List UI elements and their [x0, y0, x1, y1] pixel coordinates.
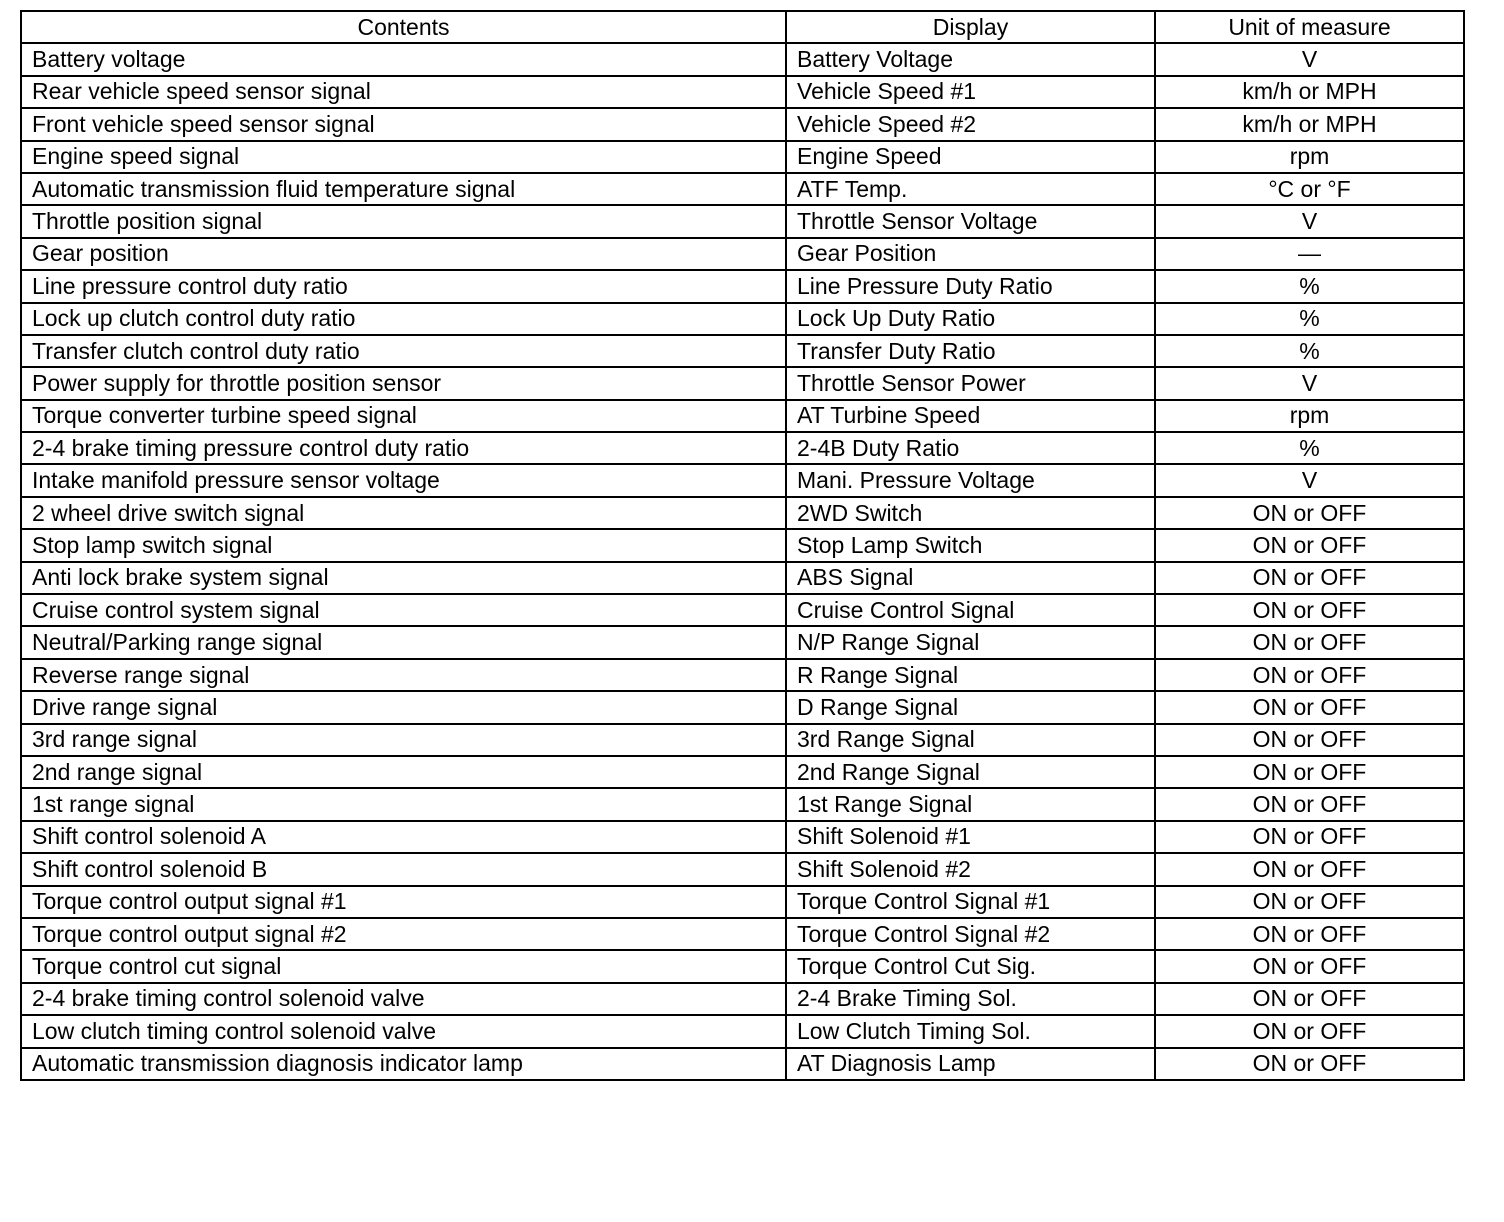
cell-display: Vehicle Speed #1: [786, 76, 1155, 108]
cell-unit: ON or OFF: [1155, 497, 1464, 529]
cell-unit: —: [1155, 238, 1464, 270]
cell-contents: Anti lock brake system signal: [21, 562, 786, 594]
cell-display: Gear Position: [786, 238, 1155, 270]
cell-contents: Transfer clutch control duty ratio: [21, 335, 786, 367]
cell-display: 2WD Switch: [786, 497, 1155, 529]
cell-display: D Range Signal: [786, 691, 1155, 723]
cell-unit: rpm: [1155, 400, 1464, 432]
cell-display: Transfer Duty Ratio: [786, 335, 1155, 367]
table-row: [21, 303, 1464, 335]
table-row: [21, 270, 1464, 302]
cell-display: Engine Speed: [786, 141, 1155, 173]
table-header: [21, 11, 1464, 43]
table-row: [21, 1015, 1464, 1047]
cell-contents: Neutral/Parking range signal: [21, 626, 786, 658]
cell-contents: Battery voltage: [21, 43, 786, 75]
cell-unit: ON or OFF: [1155, 562, 1464, 594]
cell-display: N/P Range Signal: [786, 626, 1155, 658]
table-row: [21, 821, 1464, 853]
cell-unit: V: [1155, 205, 1464, 237]
cell-display: Torque Control Signal #2: [786, 918, 1155, 950]
table-row: [21, 400, 1464, 432]
cell-display: Low Clutch Timing Sol.: [786, 1015, 1155, 1047]
cell-contents: Torque control cut signal: [21, 950, 786, 982]
header-contents: Contents: [21, 11, 786, 43]
cell-unit: km/h or MPH: [1155, 108, 1464, 140]
cell-contents: Intake manifold pressure sensor voltage: [21, 464, 786, 496]
cell-contents: Torque converter turbine speed signal: [21, 400, 786, 432]
monitor-items-table: [20, 10, 1465, 1081]
table-row: [21, 464, 1464, 496]
table-row: [21, 853, 1464, 885]
table-row: [21, 205, 1464, 237]
cell-unit: ON or OFF: [1155, 1048, 1464, 1080]
cell-unit: ON or OFF: [1155, 724, 1464, 756]
cell-display: R Range Signal: [786, 659, 1155, 691]
cell-display: 2-4 Brake Timing Sol.: [786, 983, 1155, 1015]
cell-unit: %: [1155, 270, 1464, 302]
table-row: [21, 950, 1464, 982]
cell-display: 2nd Range Signal: [786, 756, 1155, 788]
cell-display: ABS Signal: [786, 562, 1155, 594]
table-row: [21, 43, 1464, 75]
cell-contents: Lock up clutch control duty ratio: [21, 303, 786, 335]
cell-unit: %: [1155, 432, 1464, 464]
cell-display: Shift Solenoid #1: [786, 821, 1155, 853]
cell-unit: ON or OFF: [1155, 1015, 1464, 1047]
cell-display: 1st Range Signal: [786, 788, 1155, 820]
cell-unit: V: [1155, 43, 1464, 75]
table-row: [21, 108, 1464, 140]
cell-display: 2-4B Duty Ratio: [786, 432, 1155, 464]
cell-display: ATF Temp.: [786, 173, 1155, 205]
table-row: [21, 626, 1464, 658]
table-row: [21, 238, 1464, 270]
cell-unit: ON or OFF: [1155, 853, 1464, 885]
cell-unit: %: [1155, 335, 1464, 367]
cell-contents: 2-4 brake timing control solenoid valve: [21, 983, 786, 1015]
table-row: [21, 659, 1464, 691]
cell-contents: Engine speed signal: [21, 141, 786, 173]
cell-contents: Rear vehicle speed sensor signal: [21, 76, 786, 108]
table-row: [21, 432, 1464, 464]
cell-display: Torque Control Cut Sig.: [786, 950, 1155, 982]
table-row: [21, 497, 1464, 529]
cell-display: Shift Solenoid #2: [786, 853, 1155, 885]
cell-contents: 1st range signal: [21, 788, 786, 820]
cell-display: Battery Voltage: [786, 43, 1155, 75]
cell-contents: Drive range signal: [21, 691, 786, 723]
cell-unit: ON or OFF: [1155, 886, 1464, 918]
cell-unit: ON or OFF: [1155, 950, 1464, 982]
cell-contents: Torque control output signal #2: [21, 918, 786, 950]
cell-unit: ON or OFF: [1155, 821, 1464, 853]
cell-contents: Reverse range signal: [21, 659, 786, 691]
header-row: [21, 11, 1464, 43]
cell-unit: ON or OFF: [1155, 756, 1464, 788]
table-row: [21, 141, 1464, 173]
cell-contents: Throttle position signal: [21, 205, 786, 237]
cell-display: Throttle Sensor Voltage: [786, 205, 1155, 237]
cell-contents: Stop lamp switch signal: [21, 529, 786, 561]
cell-contents: Shift control solenoid B: [21, 853, 786, 885]
header-unit: Unit of measure: [1155, 11, 1464, 43]
cell-display: Stop Lamp Switch: [786, 529, 1155, 561]
table-row: [21, 529, 1464, 561]
table-row: [21, 691, 1464, 723]
table-row: [21, 594, 1464, 626]
table-row: [21, 562, 1464, 594]
table-row: [21, 335, 1464, 367]
cell-contents: 2 wheel drive switch signal: [21, 497, 786, 529]
cell-contents: Power supply for throttle position sensor: [21, 367, 786, 399]
cell-unit: ON or OFF: [1155, 529, 1464, 561]
cell-contents: Front vehicle speed sensor signal: [21, 108, 786, 140]
table-row: [21, 724, 1464, 756]
cell-unit: ON or OFF: [1155, 626, 1464, 658]
cell-contents: Cruise control system signal: [21, 594, 786, 626]
table-row: [21, 76, 1464, 108]
cell-unit: ON or OFF: [1155, 788, 1464, 820]
cell-contents: Line pressure control duty ratio: [21, 270, 786, 302]
header-display: Display: [786, 11, 1155, 43]
cell-unit: ON or OFF: [1155, 983, 1464, 1015]
table-row: [21, 886, 1464, 918]
table-row: [21, 173, 1464, 205]
cell-display: Line Pressure Duty Ratio: [786, 270, 1155, 302]
table-row: [21, 983, 1464, 1015]
cell-unit: ON or OFF: [1155, 594, 1464, 626]
table-row: [21, 918, 1464, 950]
cell-unit: V: [1155, 464, 1464, 496]
cell-unit: ON or OFF: [1155, 918, 1464, 950]
cell-unit: %: [1155, 303, 1464, 335]
cell-display: 3rd Range Signal: [786, 724, 1155, 756]
cell-display: Throttle Sensor Power: [786, 367, 1155, 399]
cell-display: Torque Control Signal #1: [786, 886, 1155, 918]
cell-display: Cruise Control Signal: [786, 594, 1155, 626]
cell-contents: Low clutch timing control solenoid valve: [21, 1015, 786, 1047]
cell-contents: Automatic transmission fluid temperature signal: [21, 173, 786, 205]
cell-contents: Automatic transmission diagnosis indicator lamp: [21, 1048, 786, 1080]
table-row: [21, 756, 1464, 788]
table-body: [21, 43, 1464, 1080]
cell-display: AT Diagnosis Lamp: [786, 1048, 1155, 1080]
cell-contents: Gear position: [21, 238, 786, 270]
cell-unit: °C or °F: [1155, 173, 1464, 205]
cell-contents: 3rd range signal: [21, 724, 786, 756]
cell-unit: ON or OFF: [1155, 691, 1464, 723]
cell-contents: 2-4 brake timing pressure control duty ratio: [21, 432, 786, 464]
cell-unit: ON or OFF: [1155, 659, 1464, 691]
cell-contents: Torque control output signal #1: [21, 886, 786, 918]
cell-display: Vehicle Speed #2: [786, 108, 1155, 140]
table-row: [21, 1048, 1464, 1080]
cell-display: AT Turbine Speed: [786, 400, 1155, 432]
cell-contents: Shift control solenoid A: [21, 821, 786, 853]
cell-display: Mani. Pressure Voltage: [786, 464, 1155, 496]
table-row: [21, 367, 1464, 399]
table-row: [21, 788, 1464, 820]
cell-unit: rpm: [1155, 141, 1464, 173]
cell-display: Lock Up Duty Ratio: [786, 303, 1155, 335]
cell-contents: 2nd range signal: [21, 756, 786, 788]
cell-unit: V: [1155, 367, 1464, 399]
cell-unit: km/h or MPH: [1155, 76, 1464, 108]
